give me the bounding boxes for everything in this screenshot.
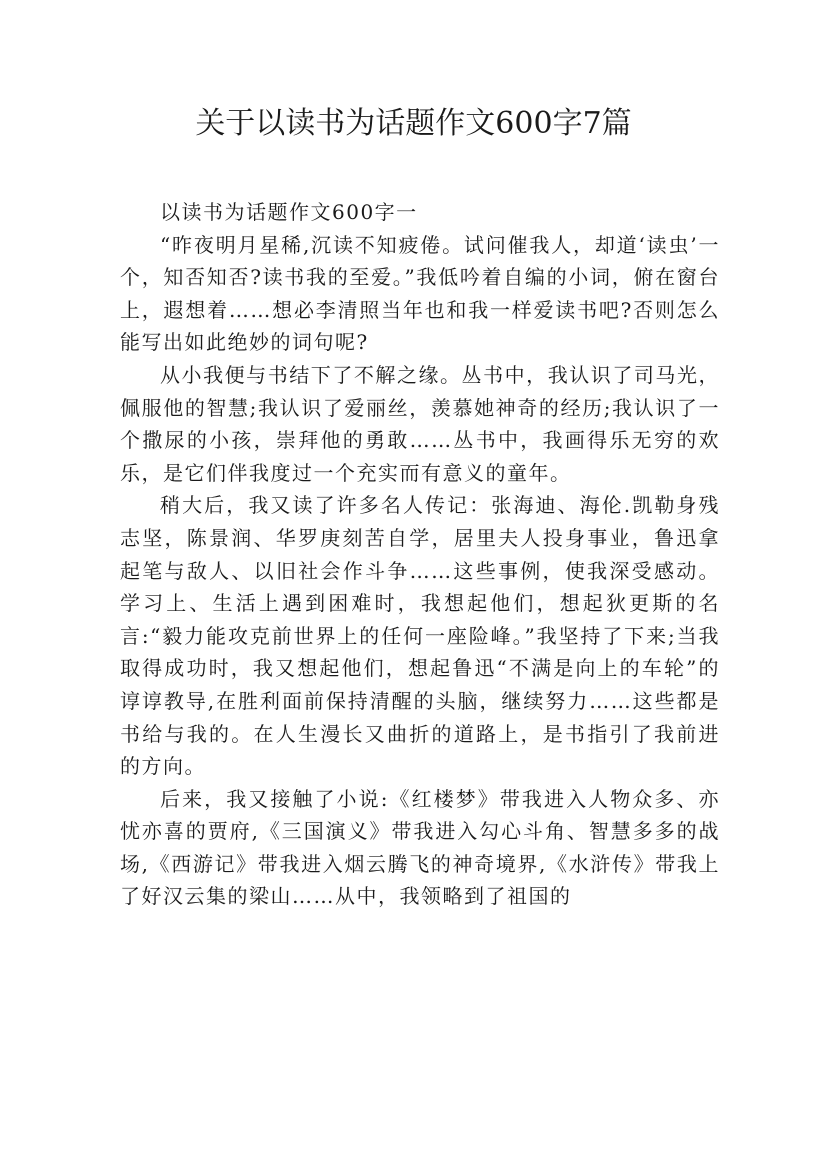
document-body bbox=[120, 196, 720, 913]
paragraph: 从小我便与书结下了不解之缘。丛书中，我认识了司马光，佩服他的智慧;我认识了爱丽丝，羡慕她神奇的经历;我认识了一个撒尿的小孩，崇拜他的勇敢……丛书中，我画得乐无穷的欢乐，是它们伴我度过一个充实而有意义的童年。 bbox=[120, 362, 720, 485]
paragraph: 稍大后，我又读了许多名人传记：张海迪、海伦.凯勒身残志坚，陈景润、华罗庚刻苦自学，居里夫人投身事业，鲁迅拿起笔与敌人、以旧社会作斗争……这些事例，使我深受感动。学习上、生活上遇到困难时，我想起他们，想起狄更斯的名言:“毅力能攻克前世界上的任何一座险峰。”我坚持了下来;当我取得成功时，我又想起他们，想起鲁迅“不满是向上的车轮”的谆谆教导,在胜利面前保持清醒的头脑，继续努力……这些都是书给与我的。在人生漫长又曲折的道路上，是书指引了我前进的方向。 bbox=[120, 493, 720, 779]
section-subtitle: 以读书为话题作文600字一 bbox=[160, 200, 418, 224]
paragraph: “昨夜明月星稀,沉读不知疲倦。试问催我人，却道‘读虫’一个，知否知否?读书我的至爱。”我低吟着自编的小词，俯在窗台上，遐想着……想必李清照当年也和我一样爱读书吧?否则怎么能写出如此绝妙的词句呢? bbox=[120, 232, 720, 355]
document-title: 关于以读书为话题作文600字7篇 bbox=[195, 106, 632, 141]
paragraph: 后来，我又接触了小说:《红楼梦》带我进入人物众多、亦忧亦喜的贾府,《三国演义》带我进入勾心斗角、智慧多多的战场,《西游记》带我进入烟云腾飞的神奇境界,《水浒传》带我上了好汉云集的梁山……从中，我领略到了祖国的 bbox=[120, 786, 720, 909]
